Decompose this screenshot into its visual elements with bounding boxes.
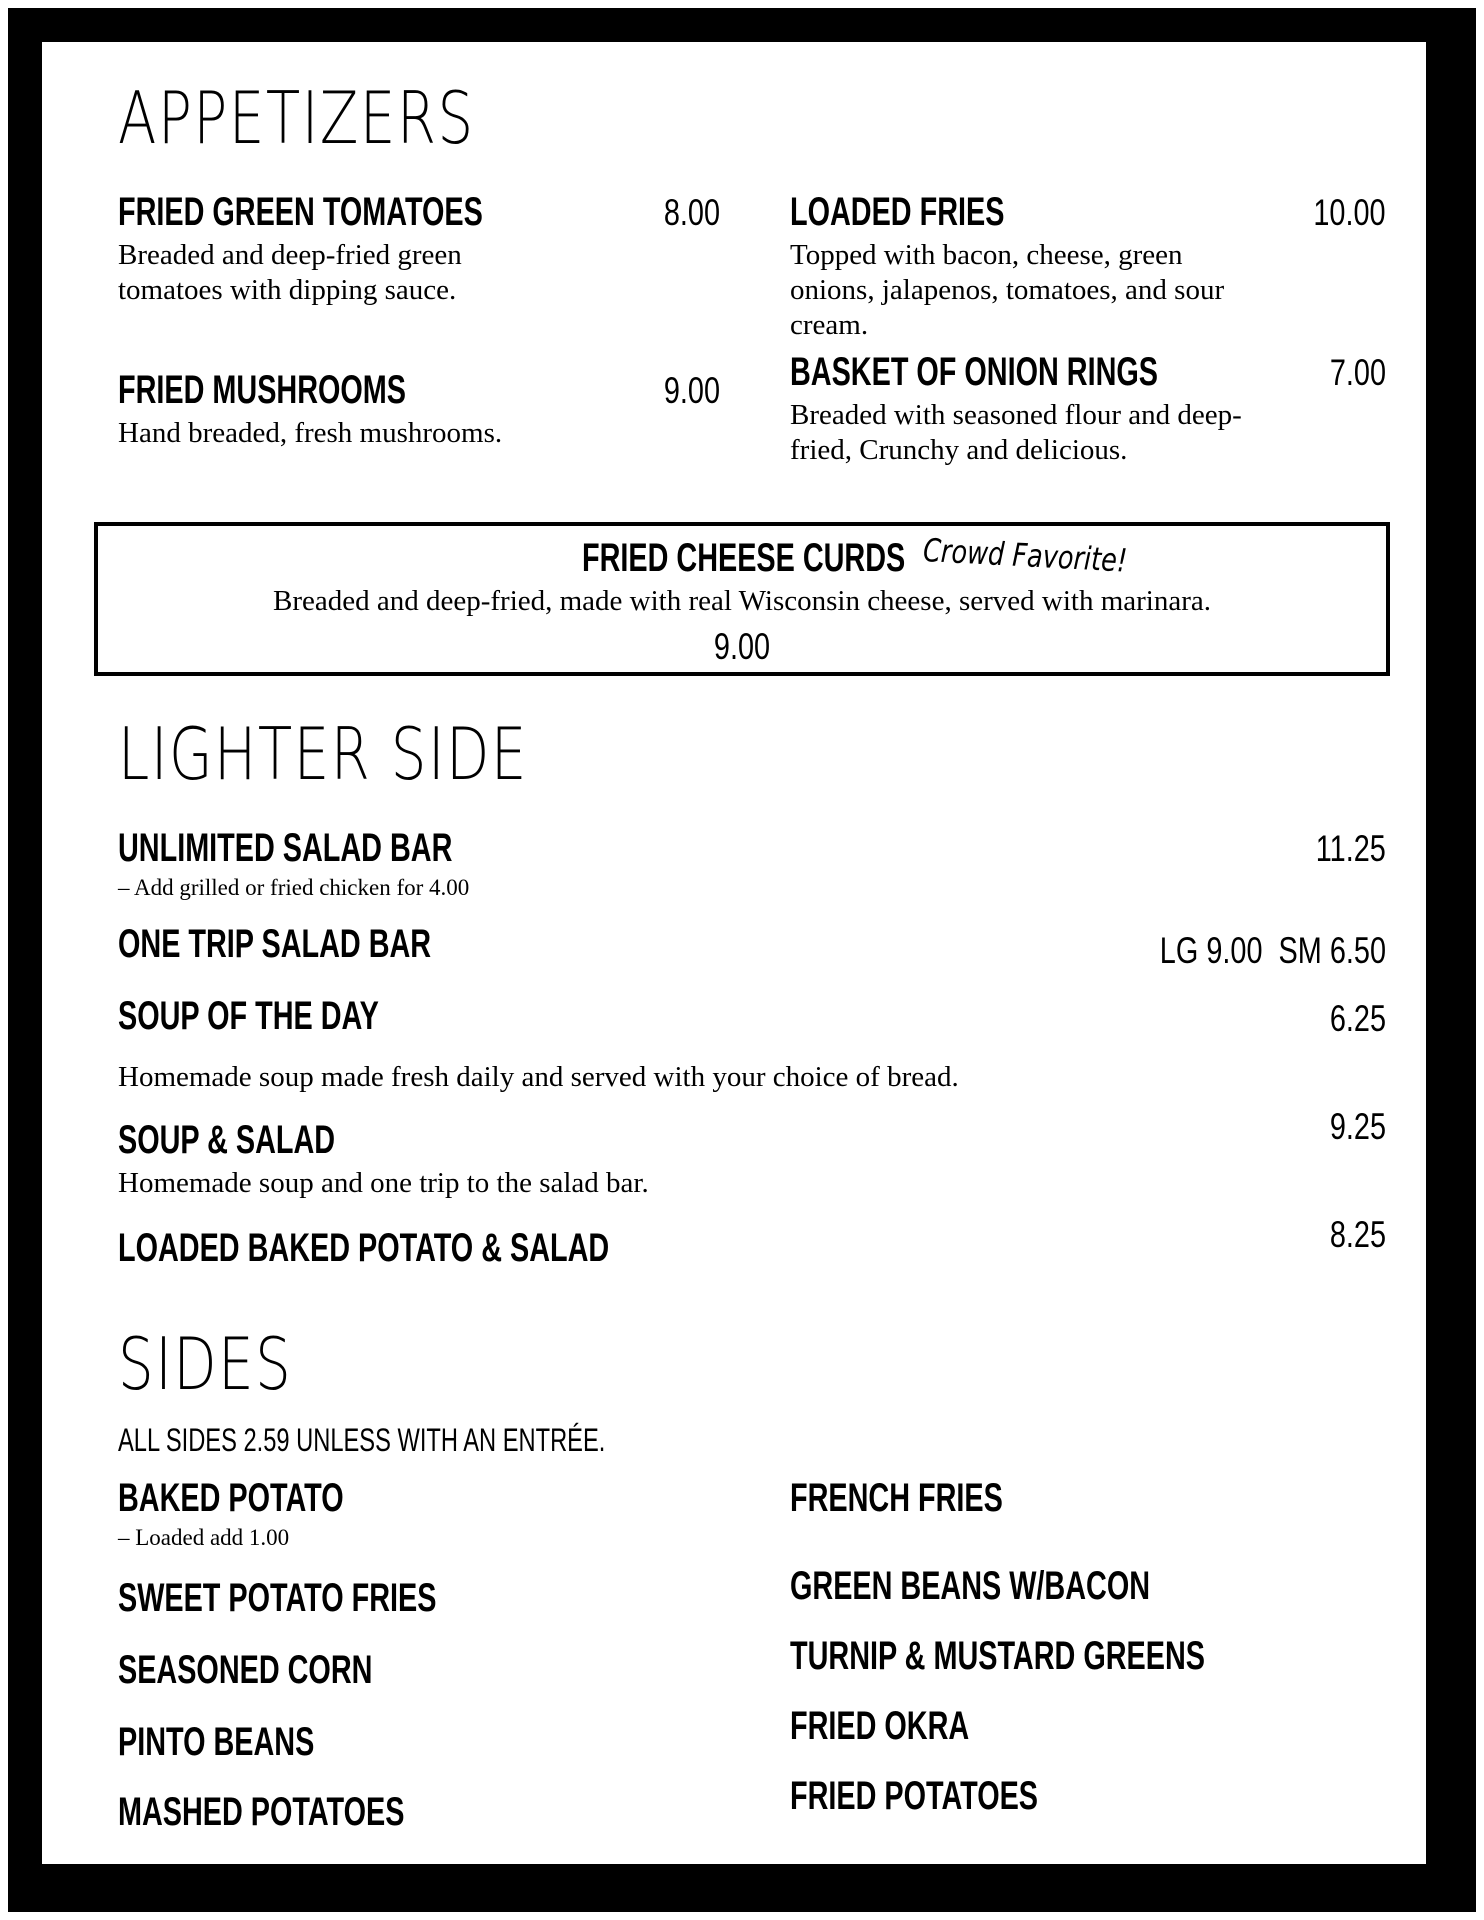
cheese-curds-desc: Breaded and deep-fried, made with real Wisconsin cheese, served with marinara. [273,585,1211,617]
side-fried-okra: FRIED OKRA [790,1704,970,1748]
menu-page [42,42,1426,1864]
baked-potato-salad-name: LOADED BAKED POTATO & SALAD [118,1226,610,1270]
baked-potato-note: – Loaded add 1.00 [118,1525,290,1550]
soup-salad-name: SOUP & SALAD [118,1118,336,1162]
sides-title: SIDES [118,1322,293,1406]
soup-salad-price: 9.25 [1329,1106,1386,1147]
onion-rings-name: BASKET OF ONION RINGS [790,350,1159,394]
soup-of-day-price: 6.25 [1329,998,1386,1039]
side-fried-potatoes: FRIED POTATOES [790,1774,1039,1818]
fried-green-tomatoes-desc: Breaded and deep-fried green tomatoes with dipping sauce. [118,239,462,306]
featured-item-box [94,522,1390,676]
side-seasoned-corn: SEASONED CORN [118,1648,373,1692]
fried-green-tomatoes-price: 8.00 [663,192,720,233]
onion-rings-price: 7.00 [1329,352,1386,393]
side-green-beans: GREEN BEANS W/BACON [790,1564,1151,1608]
side-pinto-beans: PINTO BEANS [118,1720,315,1764]
side-baked-potato: BAKED POTATO [118,1476,344,1520]
soup-of-day-name: SOUP OF THE DAY [118,994,379,1038]
fried-green-tomatoes-name: FRIED GREEN TOMATOES [118,190,483,234]
appetizers-title: APPETIZERS [118,76,475,160]
loaded-fries-name: LOADED FRIES [790,190,1005,234]
sides-note: ALL SIDES 2.59 UNLESS WITH AN ENTRÉE. [118,1422,606,1458]
one-trip-price: LG 9.00 SM 6.50 [1159,930,1386,971]
cheese-curds-name: FRIED CHEESE CURDS [582,536,906,580]
baked-potato-salad-price: 8.25 [1329,1214,1386,1255]
salad-bar-name: UNLIMITED SALAD BAR [118,826,453,870]
fried-mushrooms-price: 9.00 [663,370,720,411]
salad-bar-note: – Add grilled or fried chicken for 4.00 [118,875,470,900]
loaded-fries-price: 10.00 [1313,192,1386,233]
side-turnip-greens: TURNIP & MUSTARD GREENS [790,1634,1205,1678]
fried-mushrooms-desc: Hand breaded, fresh mushrooms. [118,417,503,449]
side-french-fries: FRENCH FRIES [790,1476,1003,1520]
fried-mushrooms-name: FRIED MUSHROOMS [118,368,406,412]
crowd-favorite-tag: Crowd Favorite! [922,531,1129,580]
soup-salad-desc: Homemade soup and one trip to the salad bar. [118,1167,649,1199]
onion-rings-desc: Breaded with seasoned flour and deep-fried, Crunchy and delicious. [790,399,1242,466]
cheese-curds-price-row [98,628,1386,665]
side-sweet-potato-fries: SWEET POTATO FRIES [118,1576,437,1620]
one-trip-name: ONE TRIP SALAD BAR [118,922,432,966]
soup-of-day-desc: Homemade soup made fresh daily and served with your choice of bread. [118,1061,959,1093]
side-mashed-potatoes: MASHED POTATOES [118,1790,405,1834]
cheese-curds-price: 9.00 [713,626,771,667]
lighter-side-title: LIGHTER SIDE [118,712,528,796]
loaded-fries-desc: Topped with bacon, cheese, green onions, jalapenos, tomatoes, and sour cream. [790,239,1225,341]
salad-bar-price: 11.25 [1315,828,1386,869]
